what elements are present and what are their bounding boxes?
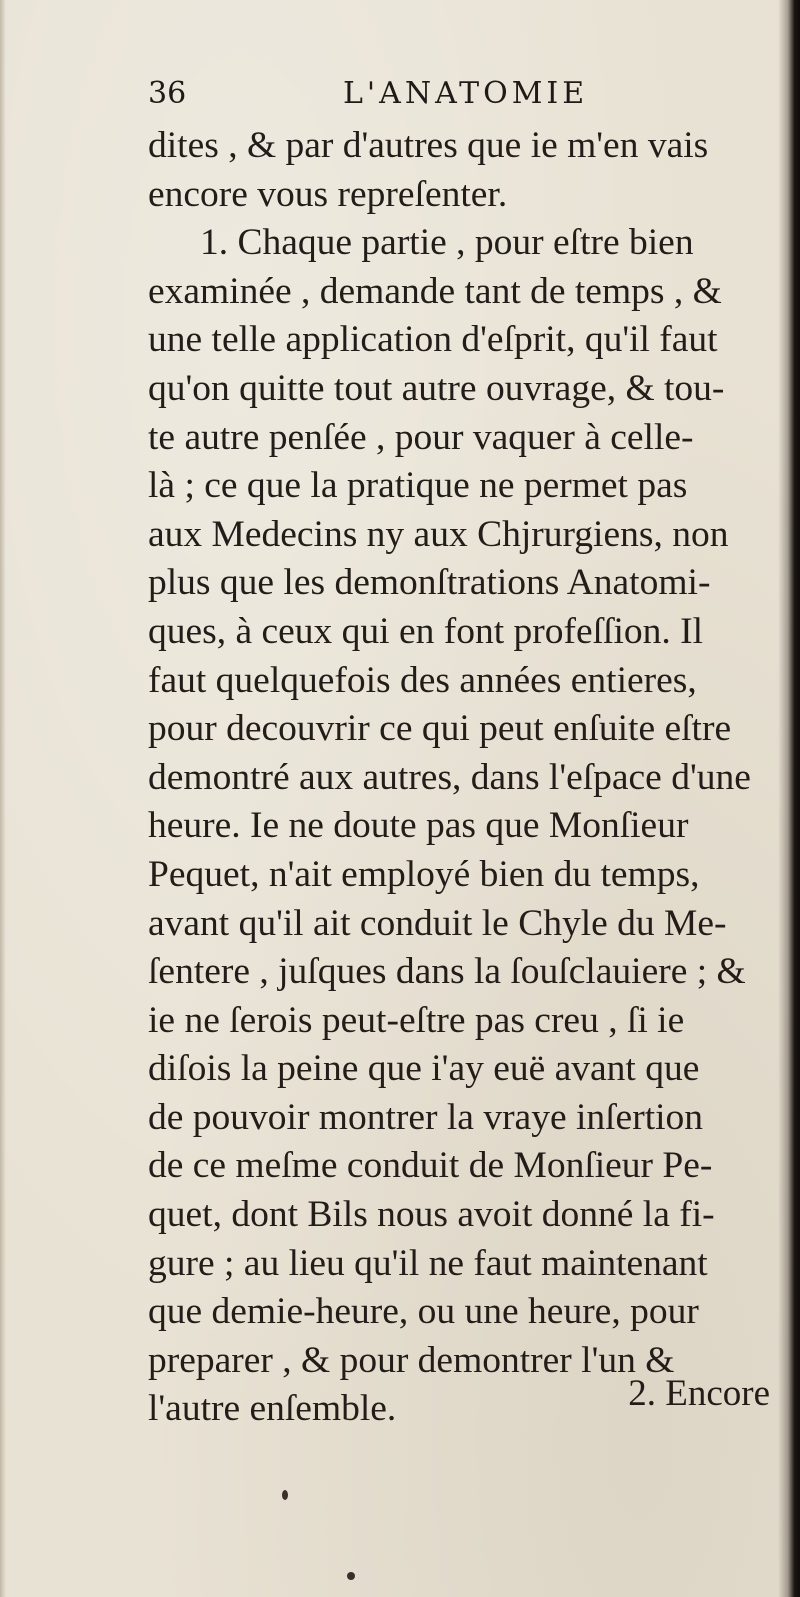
text-line: heure. Ie ne doute pas que Monſieur	[148, 805, 689, 847]
text-line: aux Medecins ny aux Chjrurgiens, non	[148, 513, 729, 555]
text-line: l'autre enſemble.	[148, 1388, 397, 1430]
text-line: ie ne ſerois peut-eſtre pas creu , ſi ie	[148, 999, 685, 1041]
text-line: là ; ce que la pratique ne permet pas	[148, 465, 688, 507]
text-line: faut quelquefois des années entieres,	[148, 659, 697, 701]
page-number: 36	[148, 76, 187, 111]
text-line: qu'on quitte tout autre ouvrage, & tou-	[148, 367, 725, 409]
text-line: te autre penſée , pour vaquer à celle-	[148, 416, 694, 458]
text-line: Pequet, n'ait employé bien du temps,	[148, 853, 700, 895]
ink-speck	[347, 1572, 355, 1580]
text-line: gure ; au lieu qu'il ne faut maintenant	[148, 1242, 708, 1284]
text-line: demontré aux autres, dans l'eſpace d'une	[148, 756, 751, 798]
page-header	[148, 72, 628, 112]
ink-speck	[282, 1490, 288, 1500]
text-line: de ce meſme conduit de Monſieur Pe-	[148, 1145, 713, 1187]
text-line: ques, à ceux qui en font profeſſion. Il	[148, 610, 704, 652]
body-text	[148, 122, 778, 1434]
text-line: que demie-heure, ou une heure, pour	[148, 1291, 699, 1333]
text-line: plus que les demonſtrations Anatomi-	[148, 562, 711, 604]
text-line: quet, dont Bils nous avoit donné la fi-	[148, 1194, 715, 1236]
text-line: pour decouvrir ce qui peut enſuite eſtre	[148, 708, 732, 750]
text-line: ſentere , juſques dans la ſouſclauiere ; &	[148, 951, 746, 993]
text-line: une telle application d'eſprit, qu'il faut	[148, 319, 718, 361]
text-line: examinée , demande tant de temps , &	[148, 270, 722, 312]
text-line: 1. Chaque partie , pour eſtre bien	[200, 222, 694, 264]
binding-shadow	[778, 0, 800, 1597]
text-line: diſois la peine que i'ay euë avant que	[148, 1048, 700, 1090]
text-line: de pouvoir montrer la vraye inſertion	[148, 1096, 704, 1138]
page-left-edge	[0, 0, 6, 1597]
catchword: 2. Encore	[628, 1373, 770, 1414]
running-title: L'ANATOMIE	[343, 76, 589, 111]
text-line: dites , & par d'autres que ie m'en vais	[148, 125, 709, 166]
text-line: avant qu'il ait conduit le Chyle du Me-	[148, 902, 727, 944]
text-line: preparer , & pour demontrer l'un &	[148, 1339, 675, 1381]
text-line: encore vous repreſenter.	[148, 173, 508, 215]
